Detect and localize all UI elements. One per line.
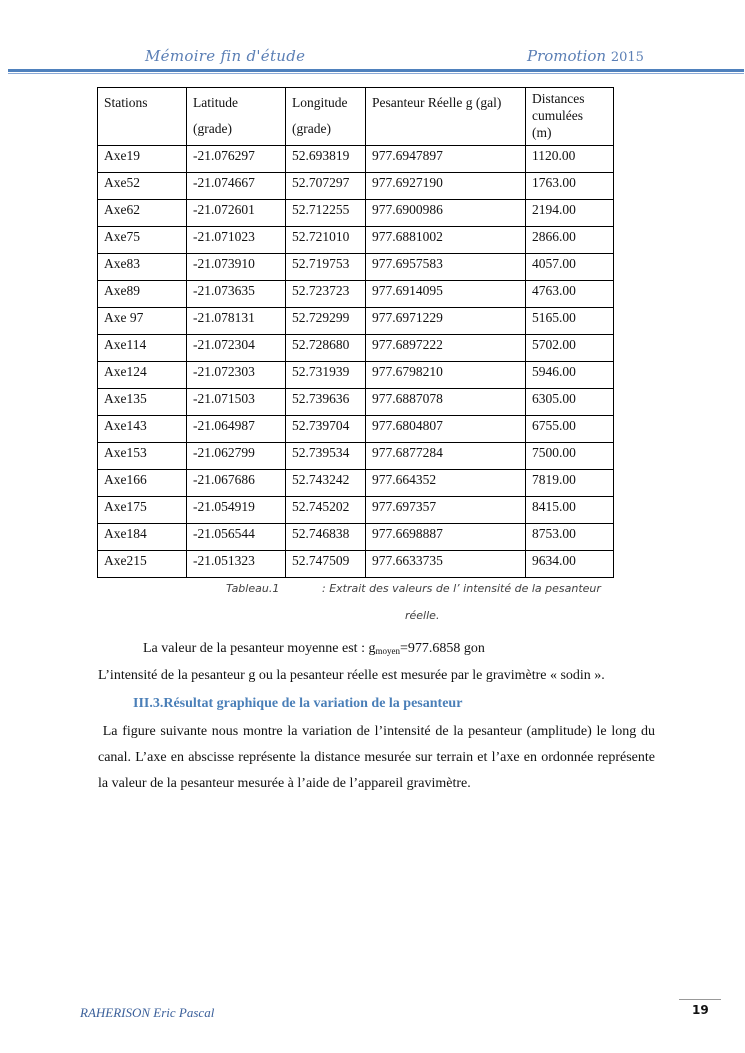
gravity-table — [97, 87, 614, 578]
cell-distance: 7500.00 — [526, 443, 614, 470]
cell-latitude: -21.073910 — [187, 254, 286, 281]
caption-label: Tableau.1 — [226, 582, 280, 595]
cell-station: Axe153 — [98, 443, 187, 470]
cell-latitude: -21.072601 — [187, 200, 286, 227]
cell-latitude: -21.056544 — [187, 524, 286, 551]
cell-distance: 7819.00 — [526, 470, 614, 497]
table-row — [98, 470, 614, 497]
table-row — [98, 281, 614, 308]
cell-station: Axe166 — [98, 470, 187, 497]
table-row — [98, 497, 614, 524]
header-promotion — [527, 47, 644, 65]
table-row — [98, 335, 614, 362]
table-row — [98, 551, 614, 578]
header-cell-distance: Distances cumulées (m) — [526, 88, 614, 146]
cell-station: Axe52 — [98, 173, 187, 200]
cell-distance: 5702.00 — [526, 335, 614, 362]
cell-station: Axe114 — [98, 335, 187, 362]
caption-text: : Extrait des valeurs de l’ intensité de la pesanteur — [322, 582, 601, 595]
mean-prefix: La valeur de la pesanteur moyenne est : g — [143, 641, 376, 656]
page-number: 19 — [692, 1003, 709, 1017]
cell-latitude: -21.067686 — [187, 470, 286, 497]
cell-latitude: -21.074667 — [187, 173, 286, 200]
cell-station: Axe75 — [98, 227, 187, 254]
table-row — [98, 524, 614, 551]
cell-gravity: 977.6897222 — [366, 335, 526, 362]
cell-latitude: -21.064987 — [187, 416, 286, 443]
cell-gravity: 977.6887078 — [366, 389, 526, 416]
cell-latitude: -21.072304 — [187, 335, 286, 362]
table-row — [98, 362, 614, 389]
table-row — [98, 416, 614, 443]
cell-longitude: 52.739704 — [286, 416, 366, 443]
cell-distance: 9634.00 — [526, 551, 614, 578]
cell-station: Axe124 — [98, 362, 187, 389]
cell-distance: 2866.00 — [526, 227, 614, 254]
cell-gravity: 977.697357 — [366, 497, 526, 524]
cell-distance: 4057.00 — [526, 254, 614, 281]
header-cell-gravity: Pesanteur Réelle g (gal) — [366, 88, 526, 146]
cell-latitude: -21.076297 — [187, 146, 286, 173]
mean-subscript: moyen — [375, 646, 400, 656]
cell-gravity: 977.6798210 — [366, 362, 526, 389]
cell-latitude: -21.054919 — [187, 497, 286, 524]
cell-gravity: 977.6947897 — [366, 146, 526, 173]
cell-station: Axe62 — [98, 200, 187, 227]
cell-longitude: 52.728680 — [286, 335, 366, 362]
header-promotion-label: Promotion — [527, 47, 607, 65]
table-row — [98, 389, 614, 416]
cell-distance: 6755.00 — [526, 416, 614, 443]
header-cell-stations: Stations — [98, 88, 187, 146]
cell-longitude: 52.719753 — [286, 254, 366, 281]
cell-gravity: 977.664352 — [366, 470, 526, 497]
mean-suffix: =977.6858 gon — [399, 641, 485, 656]
cell-latitude: -21.072303 — [187, 362, 286, 389]
body-paragraph-text: La figure suivante nous montre la variation de l’intensité de la pesanteur (amplitude) le long du canal. L’axe en abscisse représente la distance mesurée sur terrain et l’axe en ordonnée représente la valeur de la pesanteur mesurée à l’aide de l’appareil gravimètre. — [98, 724, 655, 791]
header-divider-thin — [8, 73, 744, 74]
cell-distance: 8753.00 — [526, 524, 614, 551]
header-title: Mémoire fin d'étude — [145, 47, 306, 65]
cell-latitude: -21.073635 — [187, 281, 286, 308]
cell-longitude: 52.731939 — [286, 362, 366, 389]
cell-longitude: 52.723723 — [286, 281, 366, 308]
cell-gravity: 977.6804807 — [366, 416, 526, 443]
cell-station: Axe184 — [98, 524, 187, 551]
cell-station: Axe 97 — [98, 308, 187, 335]
cell-gravity: 977.6900986 — [366, 200, 526, 227]
cell-station: Axe143 — [98, 416, 187, 443]
cell-gravity: 977.6914095 — [366, 281, 526, 308]
cell-latitude: -21.071023 — [187, 227, 286, 254]
cell-station: Axe215 — [98, 551, 187, 578]
cell-distance: 1120.00 — [526, 146, 614, 173]
header-divider — [8, 69, 744, 72]
header-cell-latitude: Latitude (grade) — [187, 88, 286, 146]
footer-divider — [679, 999, 721, 1000]
caption-text-line2: réelle. — [405, 609, 440, 622]
footer-author: RAHERISON Eric Pascal — [80, 1005, 215, 1020]
cell-station: Axe135 — [98, 389, 187, 416]
cell-longitude: 52.712255 — [286, 200, 366, 227]
cell-latitude: -21.051323 — [187, 551, 286, 578]
cell-gravity: 977.6971229 — [366, 308, 526, 335]
cell-longitude: 52.745202 — [286, 497, 366, 524]
cell-distance: 5946.00 — [526, 362, 614, 389]
cell-distance: 1763.00 — [526, 173, 614, 200]
table-row — [98, 146, 614, 173]
cell-distance: 5165.00 — [526, 308, 614, 335]
cell-longitude: 52.729299 — [286, 308, 366, 335]
cell-distance: 8415.00 — [526, 497, 614, 524]
cell-longitude: 52.739636 — [286, 389, 366, 416]
table-row — [98, 227, 614, 254]
cell-gravity: 977.6877284 — [366, 443, 526, 470]
cell-longitude: 52.739534 — [286, 443, 366, 470]
cell-gravity: 977.6698887 — [366, 524, 526, 551]
cell-gravity: 977.6957583 — [366, 254, 526, 281]
cell-latitude: -21.078131 — [187, 308, 286, 335]
cell-latitude: -21.071503 — [187, 389, 286, 416]
cell-distance: 6305.00 — [526, 389, 614, 416]
cell-gravity: 977.6633735 — [366, 551, 526, 578]
table-row — [98, 200, 614, 227]
table-row — [98, 254, 614, 281]
cell-gravity: 977.6881002 — [366, 227, 526, 254]
cell-gravity: 977.6927190 — [366, 173, 526, 200]
cell-station: Axe175 — [98, 497, 187, 524]
section-heading: III.3.Résultat graphique de la variation de la pesanteur — [133, 696, 463, 711]
intensity-sentence: L’intensité de la pesanteur g ou la pesanteur réelle est mesurée par le gravimètre « sodin ». — [98, 668, 605, 683]
mean-gravity-line — [143, 640, 485, 660]
cell-station: Axe89 — [98, 281, 187, 308]
cell-longitude: 52.746838 — [286, 524, 366, 551]
table-row — [98, 308, 614, 335]
cell-longitude: 52.721010 — [286, 227, 366, 254]
cell-distance: 4763.00 — [526, 281, 614, 308]
cell-station: Axe83 — [98, 254, 187, 281]
body-paragraph — [98, 719, 655, 797]
cell-station: Axe19 — [98, 146, 187, 173]
cell-latitude: -21.062799 — [187, 443, 286, 470]
header-promotion-year: 2015 — [610, 50, 644, 65]
table-header-row — [98, 88, 614, 146]
cell-longitude: 52.707297 — [286, 173, 366, 200]
table-row — [98, 173, 614, 200]
cell-distance: 2194.00 — [526, 200, 614, 227]
header-cell-longitude: Longitude (grade) — [286, 88, 366, 146]
table-row — [98, 443, 614, 470]
cell-longitude: 52.693819 — [286, 146, 366, 173]
cell-longitude: 52.747509 — [286, 551, 366, 578]
cell-longitude: 52.743242 — [286, 470, 366, 497]
